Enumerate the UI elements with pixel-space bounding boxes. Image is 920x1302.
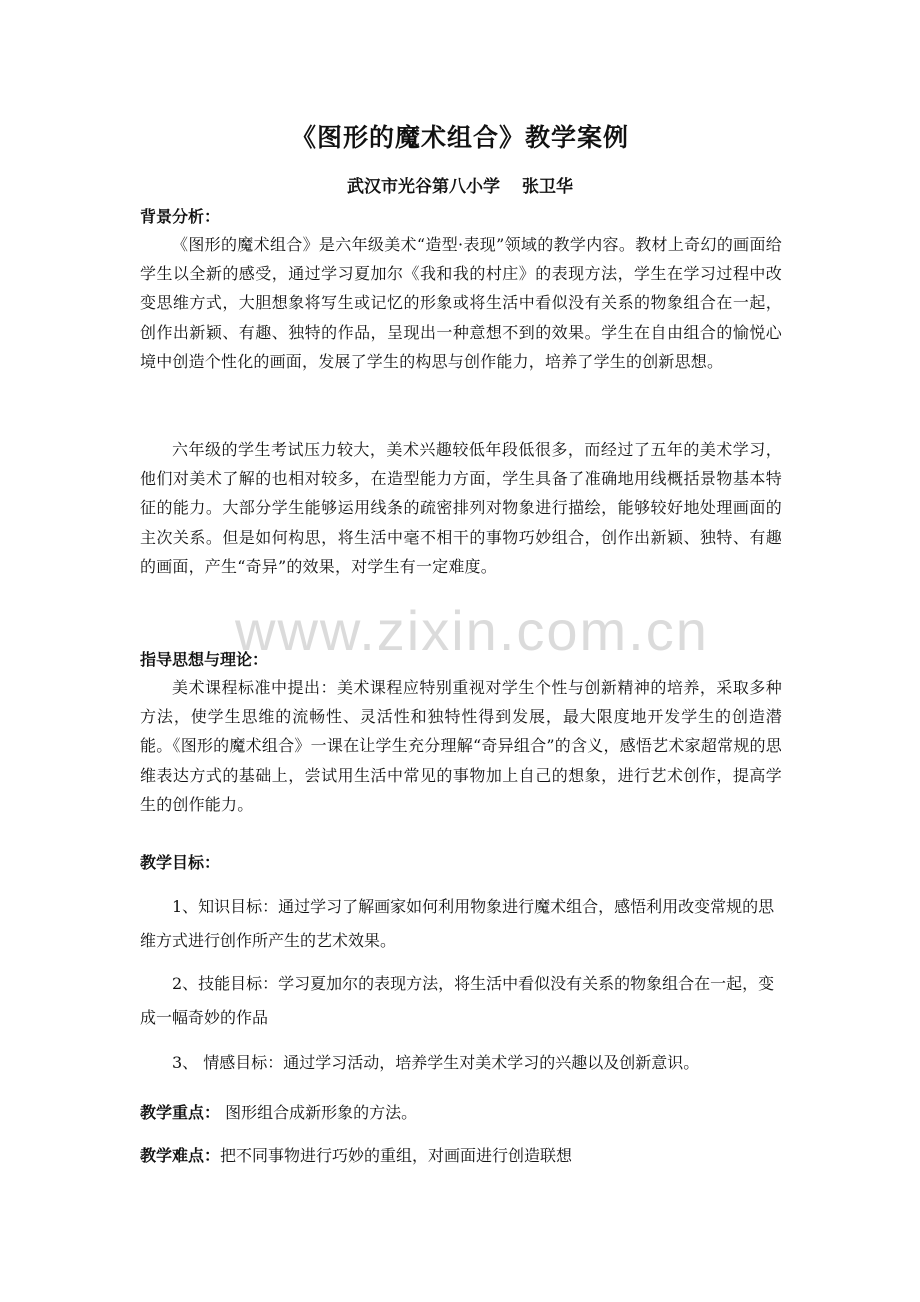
goals-heading: 教学目标：	[140, 853, 221, 872]
theory-paragraph: 美术课程标准中提出：美术课程应特别重视对学生个性与创新精神的培养，采取多种方法，使学生思维的流畅性、灵活性和独特性得到发展，最大限度地开发学生的创造潜能。《图形的魔术组合》一课在让学生充分理解“奇异组合”的含义，感悟艺术家超常规的思维表达方式的基础上，尝试用生活中常见的事物加上自己的想象，进行艺术创作，提高学生的创作能力。	[140, 678, 782, 814]
goal-emotion: 3、 情感目标：通过学习活动，培养学生对美术学习的兴趣以及创新意识。	[172, 1053, 700, 1072]
document-title: 《图形的魔术组合》教学案例	[290, 123, 629, 152]
school-name: 武汉市光谷第八小学	[347, 177, 500, 197]
background-heading: 背景分析：	[140, 207, 221, 226]
author-line	[0, 172, 920, 197]
goal-skill: 2、技能目标：学习夏加尔的表现方法，将生活中看似没有关系的物象组合在一起，变成一幅奇妙的作品	[140, 974, 775, 1027]
key-point-value: 图形组合成新形象的方法。	[225, 1103, 418, 1122]
theory-heading: 指导思想与理论：	[140, 650, 269, 669]
difficulty-value: 把不同事物进行巧妙的重组，对画面进行创造联想	[220, 1146, 573, 1165]
background-paragraph-1: 《图形的魔术组合》是六年级美术“造型·表现”领域的教学内容。教材上奇幻的画面给学生以全新的感受，通过学习夏加尔《我和我的村庄》的表现方法，学生在学习过程中改变思维方式，大胆想象将写生或记忆的形象或将生活中看似没有关系的物象组合在一起，创作出新颖、有趣、独特的作品，呈现出一种意想不到的效果。学生在自由组合的愉悦心境中创造个性化的画面，发展了学生的构思与创作能力，培养了学生的创新思想。	[140, 235, 782, 371]
difficulty-label: 教学难点：	[140, 1146, 221, 1165]
key-point-label: 教学重点：	[140, 1103, 221, 1122]
author-name: 张卫华	[522, 177, 573, 197]
background-paragraph-2: 六年级的学生考试压力较大，美术兴趣较低年段低很多，而经过了五年的美术学习，他们对美术了解的也相对较多，在造型能力方面，学生具备了准确地用线概括景物基本特征的能力。大部分学生能够运用线条的疏密排列对物象进行描绘，能够较好地处理画面的主次关系。但是如何构思，将生活中毫不相干的事物巧妙组合，创作出新颖、独特、有趣的画面，产生“奇异”的效果，对学生有一定难度。	[140, 440, 782, 576]
goal-knowledge: 1、知识目标：通过学习了解画家如何利用物象进行魔术组合，感悟利用改变常规的思维方式进行创作所产生的艺术效果。	[140, 897, 775, 950]
difficulty	[140, 1143, 572, 1166]
key-point	[140, 1100, 417, 1123]
watermark: www.zixin.com.cn	[235, 599, 709, 662]
